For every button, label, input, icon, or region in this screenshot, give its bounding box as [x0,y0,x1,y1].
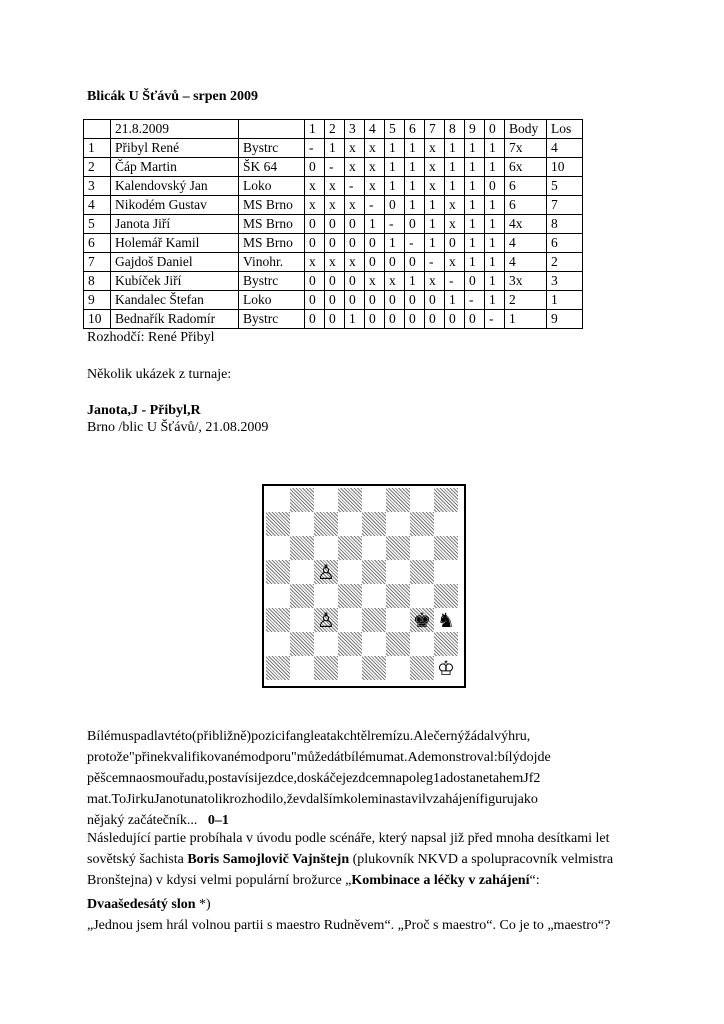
paragraph-intro [87,828,639,891]
table-cell: Loko [239,177,305,196]
table-cell: 4x [505,215,547,234]
table-cell: 0 [405,215,425,234]
table-cell: 1 [405,196,425,215]
board-square [386,560,410,584]
table-cell: x [365,158,385,177]
board-square [266,632,290,656]
white-pawn-icon: ♙ [317,608,335,632]
board-square [410,656,434,680]
table-cell: x [425,158,445,177]
table-cell: 0 [305,310,325,329]
table-cell: 0 [325,272,345,291]
board-square [290,608,314,632]
board-square [290,488,314,512]
table-cell: x [445,215,465,234]
board-square [362,488,386,512]
table-cell: 1 [465,253,485,272]
samples-intro: Několik ukázek z turnaje: [87,367,232,382]
table-row [84,139,583,158]
table-header-row [84,120,583,139]
table-header-cell: Body [505,120,547,139]
table-cell: x [365,139,385,158]
table-row [84,158,583,177]
table-cell: 9 [84,291,111,310]
table-cell: 0 [305,272,325,291]
board-square [266,512,290,536]
board-square [386,632,410,656]
table-cell: 1 [505,310,547,329]
table-cell: 0 [345,234,365,253]
table-cell: x [445,196,465,215]
table-cell: 1 [485,158,505,177]
table-cell: 1 [325,139,345,158]
table-cell: 0 [405,310,425,329]
table-cell: 1 [465,196,485,215]
board-square [362,608,386,632]
table-cell: - [425,253,445,272]
white-pawn-icon: ♙ [317,560,335,584]
board-square [434,560,458,584]
table-cell: 1 [385,177,405,196]
table-cell: 1 [84,139,111,158]
table-cell: Bystrc [239,272,305,291]
referee-line: Rozhodčí: René Přibyl [87,330,215,345]
board-square [266,488,290,512]
table-cell: 1 [385,234,405,253]
table-cell: 4 [84,196,111,215]
table-cell: 0 [385,253,405,272]
board-square [386,488,410,512]
table-header-cell: 2 [325,120,345,139]
table-cell: 0 [425,310,445,329]
table-cell: x [385,272,405,291]
table-cell: x [345,253,365,272]
table-cell: 4 [505,253,547,272]
results-table [83,119,583,329]
board-square [266,560,290,584]
table-cell: x [325,196,345,215]
table-cell: 1 [365,215,385,234]
table-cell: 0 [305,215,325,234]
table-cell: 1 [385,158,405,177]
board-square [410,488,434,512]
table-header-cell: 9 [465,120,485,139]
section-quote: „Jednou jsem hrál volnou partii s maestro Rudněvem“. „Proč s maestro“. Co je to „maestro“? [87,918,611,933]
paragraph-line: Následující partie probíhala v úvodu podle scénáře, který napsal již před mnoha desítkami let [87,831,610,846]
board-square [338,560,362,584]
table-cell: 3 [84,177,111,196]
table-cell: 4 [547,139,583,158]
board-square [290,656,314,680]
paragraph-line: mat.ToJirkuJanotunatolikrozhodilo,ževdalšímkoleminastavilvzahájenífigurujako [87,792,538,807]
table-cell: x [325,177,345,196]
table-cell: 0 [405,253,425,272]
table-cell: Kandalec Štefan [111,291,239,310]
table-cell: 10 [547,158,583,177]
document-heading: Blicák U Šťávů – srpen 2009 [87,89,259,104]
table-cell: 0 [325,215,345,234]
table-cell: 10 [84,310,111,329]
paragraph-line: Bronštejna) v kdysi velmi populární brožurce „Kombinace a léčky v zahájení“: [87,873,540,888]
table-cell: 6 [505,177,547,196]
table-cell: 9 [547,310,583,329]
table-cell: x [445,253,465,272]
table-cell: 1 [445,158,465,177]
table-cell: 3 [547,272,583,291]
table-cell: 1 [345,310,365,329]
table-cell: 2 [84,158,111,177]
table-header-cell: 7 [425,120,445,139]
table-row [84,272,583,291]
board-square [266,536,290,560]
board-square [338,584,362,608]
table-cell: 1 [445,139,465,158]
table-cell: Přibyl René [111,139,239,158]
table-row [84,310,583,329]
table-cell: 6 [505,196,547,215]
table-cell: 3x [505,272,547,291]
table-cell: 0 [325,234,345,253]
table-header-cell: 1 [305,120,325,139]
paragraph-line: Bílémuspadlavtéto(přibližně)pozicifangleatakchtělremízu.Alečernýžádalvýhru, [87,729,531,744]
board-square [290,584,314,608]
table-cell: 6 [84,234,111,253]
table-header-cell: 21.8.2009 [111,120,239,139]
table-cell: 0 [305,291,325,310]
table-header-cell: 6 [405,120,425,139]
table-cell: 1 [445,177,465,196]
table-row [84,177,583,196]
table-cell: 1 [425,234,445,253]
paragraph-line-last: nějaký začátečník... 0–1 [87,813,229,828]
board-square [338,632,362,656]
board-square [314,536,338,560]
board-square [314,632,338,656]
table-cell: Janota Jiří [111,215,239,234]
table-cell: 0 [485,177,505,196]
table-cell: 7 [547,196,583,215]
table-cell: Loko [239,291,305,310]
table-cell: - [365,196,385,215]
table-cell: 0 [445,310,465,329]
board-square [434,584,458,608]
table-cell: - [445,272,465,291]
table-header-cell: 3 [345,120,365,139]
board-square [266,584,290,608]
table-cell: - [485,310,505,329]
board-square [410,560,434,584]
table-cell: Bednařík Radomír [111,310,239,329]
board-square [434,512,458,536]
table-cell: 1 [425,215,445,234]
table-cell: Holemář Kamil [111,234,239,253]
table-cell: MS Brno [239,196,305,215]
table-cell: x [425,177,445,196]
board-square [314,488,338,512]
board-square [362,512,386,536]
table-cell: 0 [305,234,325,253]
white-king-icon: ♔ [437,656,455,680]
table-cell: MS Brno [239,215,305,234]
table-cell: MS Brno [239,234,305,253]
table-cell: x [305,196,325,215]
chess-diagram [262,484,466,688]
paragraph-line: protože"přinekvalifikovanémodporu"můžedátbílémumat.Ademonstroval:bílýdojde [87,750,551,765]
table-cell: 0 [365,234,385,253]
table-cell: 1 [385,139,405,158]
game-result: 0–1 [207,813,229,828]
board-square [362,560,386,584]
board-square [386,656,410,680]
table-cell: 1 [485,272,505,291]
table-row [84,253,583,272]
board-square [362,632,386,656]
table-header-cell: 0 [485,120,505,139]
table-cell: 0 [405,291,425,310]
table-cell: x [425,272,445,291]
table-cell: 0 [345,215,365,234]
table-cell: x [425,139,445,158]
table-cell: x [305,177,325,196]
board-square [338,536,362,560]
board-square [290,632,314,656]
table-cell: 1 [465,139,485,158]
table-cell: 1 [485,139,505,158]
table-cell: Bystrc [239,310,305,329]
board-square [266,656,290,680]
section-title: Dvaašedesátý slon *) [87,897,211,912]
table-cell: 7x [505,139,547,158]
chess-board [266,488,458,680]
table-cell: - [345,177,365,196]
table-cell: x [305,253,325,272]
board-square [434,536,458,560]
board-square [386,536,410,560]
table-cell: Kubíček Jiří [111,272,239,291]
table-row [84,291,583,310]
board-square [290,560,314,584]
board-square [314,584,338,608]
table-cell: - [405,234,425,253]
board-square [314,656,338,680]
table-cell: - [465,291,485,310]
board-square [386,584,410,608]
board-square [410,512,434,536]
board-square [386,608,410,632]
paragraph-line: pěšcemnaosmouřadu,postavísijezdce,doskáčejezdcemnapoleg1adostanetahemJf2 [87,771,541,786]
table-header-cell [84,120,111,139]
table-cell: 0 [345,272,365,291]
table-cell: 6x [505,158,547,177]
board-square [314,512,338,536]
black-king-icon: ♚ [413,608,431,632]
board-square [338,512,362,536]
table-header-cell: 4 [365,120,385,139]
author-name: Boris Samojlovič Vajnštejn [187,852,350,867]
paragraph-analysis [87,726,639,831]
table-cell: Čáp Martin [111,158,239,177]
table-row [84,234,583,253]
table-cell: 1 [445,291,465,310]
table-row [84,196,583,215]
board-square [386,512,410,536]
table-cell: x [345,196,365,215]
board-square [410,536,434,560]
table-cell: 6 [547,234,583,253]
paragraph-line: sovětský šachista Boris Samojlovič Vajnštejn (plukovník NKVD a spolupracovník velmistra [87,852,614,867]
table-cell: 1 [425,196,445,215]
table-cell: x [365,272,385,291]
table-cell: 1 [485,234,505,253]
table-cell: - [325,158,345,177]
table-cell: 4 [505,234,547,253]
board-square [434,488,458,512]
table-cell: 1 [485,253,505,272]
table-cell: 1 [465,177,485,196]
book-title: Kombinace a léčky v zahájení [351,873,530,888]
table-cell: 1 [547,291,583,310]
board-square [410,632,434,656]
table-cell: 7 [84,253,111,272]
table-cell: 0 [365,253,385,272]
board-square [290,512,314,536]
table-cell: 1 [465,234,485,253]
table-cell: Gajdoš Daniel [111,253,239,272]
table-cell: 0 [365,291,385,310]
table-cell: 1 [465,215,485,234]
table-header-cell: 5 [385,120,405,139]
table-cell: 1 [405,139,425,158]
table-cell: 8 [84,272,111,291]
board-square [362,656,386,680]
table-row [84,215,583,234]
table-header-cell [239,120,305,139]
table-cell: 0 [385,196,405,215]
table-cell: 1 [405,158,425,177]
table-cell: ŠK 64 [239,158,305,177]
table-cell: x [345,139,365,158]
table-cell: 5 [84,215,111,234]
table-cell: 0 [465,272,485,291]
game-players: Janota,J - Přibyl,R [87,403,201,418]
table-cell: 1 [485,291,505,310]
section-block [87,894,639,936]
table-cell: 0 [305,158,325,177]
table-header-cell: Los [547,120,583,139]
table-cell: 0 [385,310,405,329]
table-cell: Nikodém Gustav [111,196,239,215]
table-cell: 2 [505,291,547,310]
table-cell: 0 [345,291,365,310]
table-cell: Bystrc [239,139,305,158]
table-cell: 0 [465,310,485,329]
table-cell: 5 [547,177,583,196]
game-event: Brno /blic U Šťávů/, 21.08.2009 [87,420,269,435]
black-knight-icon: ♞ [437,608,455,632]
board-square [362,584,386,608]
table-cell: Vinohr. [239,253,305,272]
table-cell: - [305,139,325,158]
table-cell: 1 [405,177,425,196]
table-cell: 1 [465,158,485,177]
table-cell: 1 [485,215,505,234]
board-square [338,608,362,632]
board-square [410,584,434,608]
table-cell: 1 [405,272,425,291]
table-cell: 0 [325,291,345,310]
board-square [290,536,314,560]
table-cell: Kalendovský Jan [111,177,239,196]
table-cell: x [345,158,365,177]
table-cell: 2 [547,253,583,272]
board-square [338,656,362,680]
table-cell: x [365,177,385,196]
board-square [266,608,290,632]
table-cell: 0 [445,234,465,253]
table-cell: 0 [425,291,445,310]
board-square [338,488,362,512]
table-header-cell: 8 [445,120,465,139]
table-cell: 8 [547,215,583,234]
table-cell: 0 [385,291,405,310]
table-cell: - [385,215,405,234]
board-square [362,536,386,560]
board-square [434,632,458,656]
table-cell: x [325,253,345,272]
table-cell: 0 [365,310,385,329]
table-cell: 0 [325,310,345,329]
table-cell: 1 [485,196,505,215]
